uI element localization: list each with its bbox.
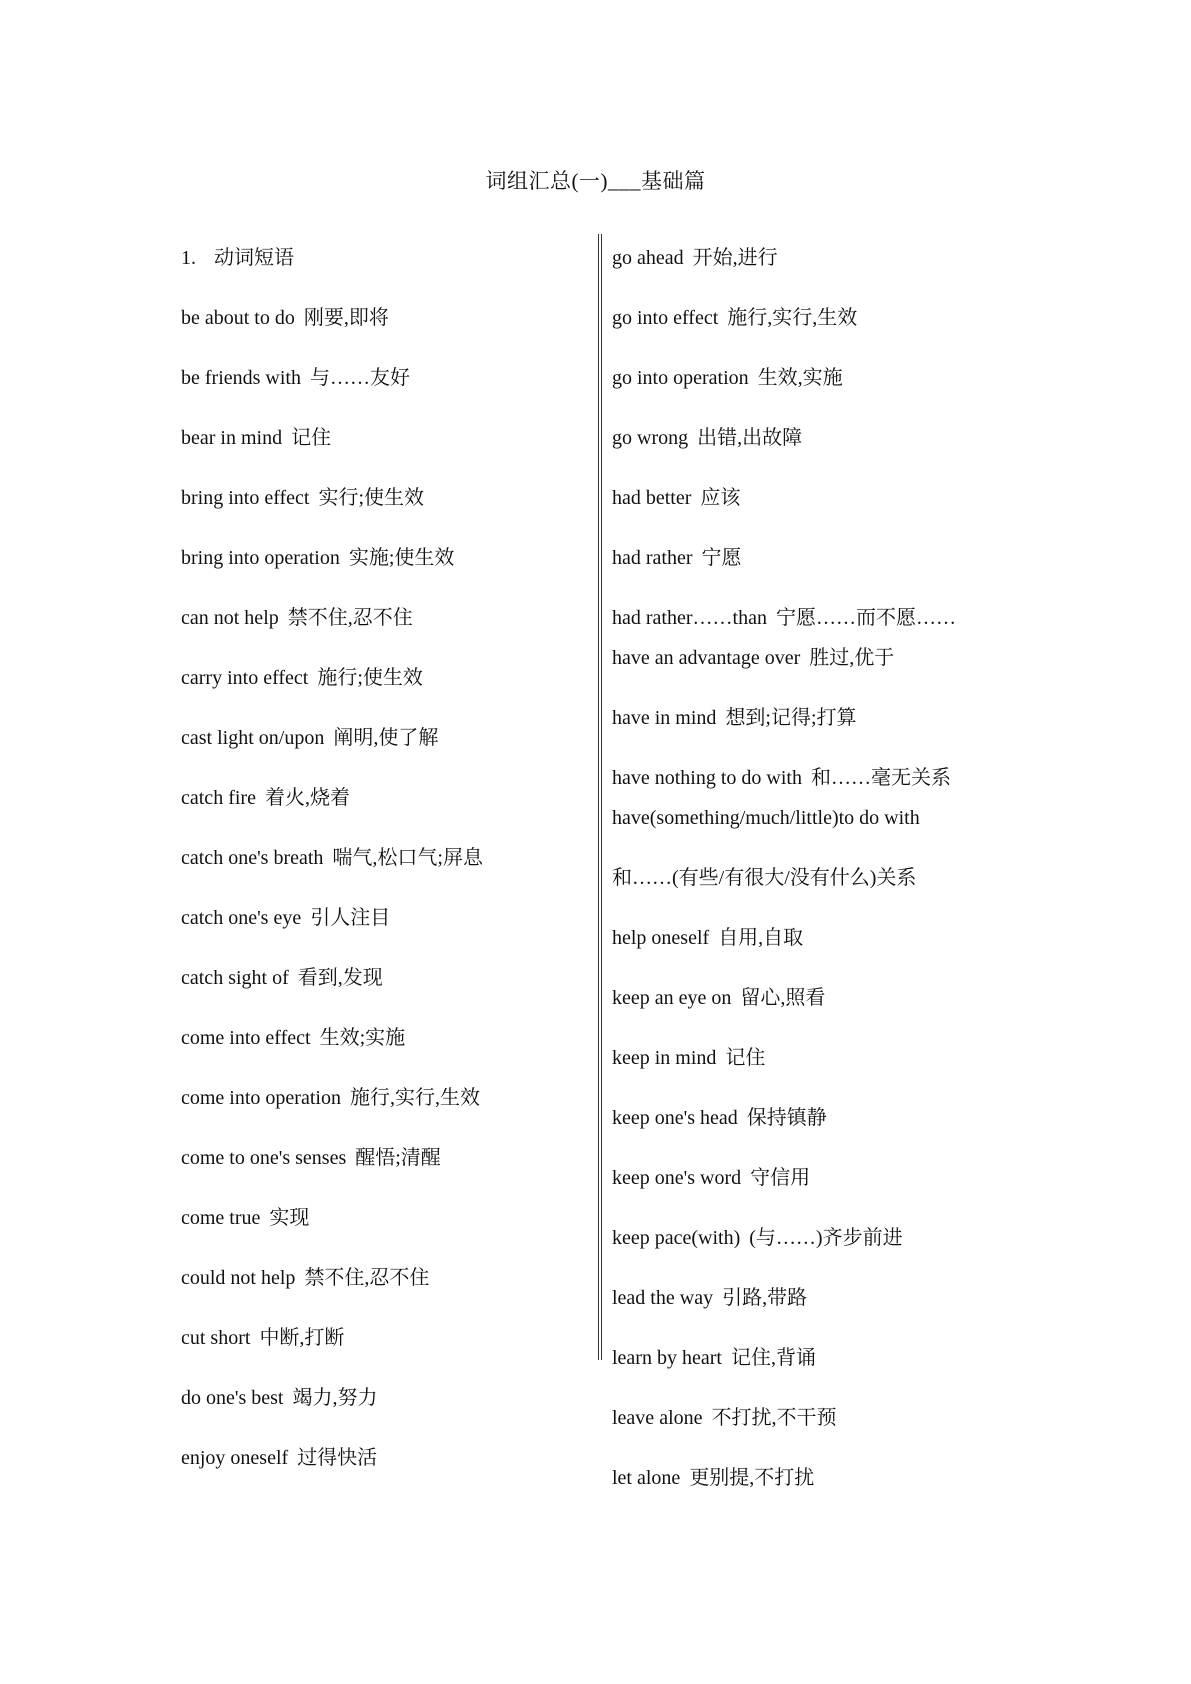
phrase-chinese: 记住: [291, 427, 332, 449]
phrase-english: have in mind: [612, 707, 717, 729]
phrase-entry: [181, 966, 383, 990]
phrase-english: had rather……than: [612, 607, 767, 629]
phrase-english: cast light on/upon: [181, 727, 325, 749]
phrase-chinese: 实行;使生效: [318, 487, 425, 509]
phrase-chinese: 自用,自取: [718, 927, 804, 949]
phrase-english: help oneself: [612, 927, 710, 949]
page-title: 词组汇总(一)___基础篇: [485, 169, 706, 193]
section-heading-verb-phrases: [181, 246, 294, 270]
phrase-entry: [181, 906, 390, 930]
phrase-chinese: 醒悟;清醒: [355, 1147, 441, 1169]
phrase-english: do one's best: [181, 1387, 284, 1409]
phrase-english: catch fire: [181, 787, 256, 809]
phrase-entry: [612, 806, 929, 830]
phrase-entry: [181, 726, 438, 750]
phrase-entry: [181, 486, 424, 510]
phrase-english: go wrong: [612, 427, 689, 449]
phrase-chinese: 实施;使生效: [348, 547, 455, 569]
phrase-english: had better: [612, 487, 692, 509]
phrase-entry: [612, 1166, 810, 1190]
phrase-english: lead the way: [612, 1287, 714, 1309]
phrase-english: come to one's senses: [181, 1147, 347, 1169]
phrase-chinese: 施行;使生效: [317, 667, 423, 689]
phrase-entry: [612, 546, 742, 570]
phrase-entry: [181, 666, 423, 690]
phrase-entry: [181, 426, 331, 450]
phrase-english: bring into effect: [181, 487, 310, 509]
phrase-chinese: 守信用: [750, 1167, 811, 1189]
phrase-chinese: (与……)齐步前进: [749, 1227, 903, 1249]
phrase-entry: [612, 426, 802, 450]
phrase-entry: [181, 366, 410, 390]
phrase-english: keep an eye on: [612, 987, 732, 1009]
section-heading-label: 动词短语: [214, 247, 294, 269]
phrase-chinese: 胜过,优于: [809, 647, 895, 669]
phrase-entry: [612, 1046, 765, 1070]
phrase-entry: [181, 1446, 377, 1470]
phrase-english: have an advantage over: [612, 647, 801, 669]
phrase-english: cut short: [181, 1327, 251, 1349]
phrase-entry: [612, 1466, 814, 1490]
phrase-chinese: 和……毫无关系: [810, 767, 951, 789]
phrase-entry: [612, 1406, 837, 1430]
phrase-chinese: 开始,进行: [692, 247, 778, 269]
phrase-chinese: 施行,实行,生效: [727, 307, 858, 329]
phrase-entry: [612, 766, 951, 790]
phrase-chinese: 记住,背诵: [730, 1347, 816, 1369]
phrase-entry: [612, 1346, 816, 1370]
phrase-chinese: 更别提,不打扰: [689, 1467, 815, 1489]
phrase-entry: [612, 486, 740, 510]
phrase-chinese: 竭力,努力: [292, 1387, 378, 1409]
phrase-chinese: 刚要,即将: [303, 307, 389, 329]
phrase-entry: [612, 646, 894, 670]
phrase-entry: [612, 1106, 827, 1130]
phrase-chinese: 记住: [725, 1047, 766, 1069]
phrase-entry: [612, 246, 778, 270]
phrase-chinese: 保持镇静: [746, 1107, 827, 1129]
phrase-entry: [181, 1026, 405, 1050]
phrase-english: carry into effect: [181, 667, 309, 689]
phrase-chinese: 过得快活: [297, 1447, 378, 1469]
phrase-entry: [612, 606, 956, 630]
phrase-chinese: 喘气,松口气;屏息: [332, 847, 483, 869]
phrase-chinese: 宁愿: [701, 547, 742, 569]
phrase-entry: [181, 1326, 344, 1350]
phrase-chinese: 生效;实施: [319, 1027, 406, 1049]
phrase-english: catch sight of: [181, 967, 289, 989]
phrase-chinese: 禁不住,忍不住: [304, 1267, 430, 1289]
phrase-english: can not help: [181, 607, 279, 629]
phrase-english: catch one's breath: [181, 847, 324, 869]
phrase-entry: [181, 786, 350, 810]
phrase-chinese: 想到;记得;打算: [725, 707, 857, 729]
section-number: 1.: [181, 247, 196, 269]
phrase-english: enjoy oneself: [181, 1447, 289, 1469]
phrase-chinese: 和……(有些/有很大/没有什么)关系: [612, 867, 917, 889]
phrase-chinese: 应该: [700, 487, 741, 509]
phrase-english: bear in mind: [181, 427, 283, 449]
phrase-chinese: 宁愿……而不愿……: [775, 607, 956, 629]
phrase-chinese: 禁不住,忍不住: [287, 607, 413, 629]
phrase-chinese: 生效,实施: [757, 367, 843, 389]
phrase-chinese: 着火,烧着: [264, 787, 350, 809]
phrase-entry: [181, 1266, 429, 1290]
phrase-chinese: 引人注目: [310, 907, 391, 929]
phrase-chinese: 引路,带路: [722, 1287, 808, 1309]
phrase-english: keep in mind: [612, 1047, 717, 1069]
phrase-entry: [612, 986, 825, 1010]
phrase-english: learn by heart: [612, 1347, 722, 1369]
phrase-chinese: 不打扰,不干预: [711, 1407, 837, 1429]
phrase-chinese: 留心,照看: [740, 987, 826, 1009]
phrase-english: come true: [181, 1207, 261, 1229]
phrase-entry: [612, 366, 843, 390]
phrase-entry: [612, 1226, 903, 1250]
phrase-english: leave alone: [612, 1407, 703, 1429]
phrase-english: keep pace(with): [612, 1227, 741, 1249]
phrase-english: let alone: [612, 1467, 681, 1489]
phrase-entry: [181, 606, 413, 630]
phrase-entry: [181, 1086, 480, 1110]
phrase-english: had rather: [612, 547, 693, 569]
phrase-chinese: 阐明,使了解: [333, 727, 439, 749]
phrase-entry: [612, 926, 803, 950]
phrase-chinese: 施行,实行,生效: [349, 1087, 480, 1109]
column-divider: [598, 234, 602, 1360]
phrase-chinese: 看到,发现: [297, 967, 383, 989]
phrase-english: come into operation: [181, 1087, 341, 1109]
phrase-entry: [181, 846, 483, 870]
phrase-english: have nothing to do with: [612, 767, 802, 789]
phrase-entry: [181, 1206, 309, 1230]
phrase-english: be friends with: [181, 367, 301, 389]
phrase-english: bring into operation: [181, 547, 340, 569]
phrase-english: catch one's eye: [181, 907, 302, 929]
phrase-chinese: 与……友好: [309, 367, 410, 389]
phrase-english: come into effect: [181, 1027, 311, 1049]
phrase-english: be about to do: [181, 307, 295, 329]
phrase-entry-continuation: [612, 866, 916, 890]
phrase-english: go ahead: [612, 247, 684, 269]
phrase-english: keep one's word: [612, 1167, 742, 1189]
phrase-english: keep one's head: [612, 1107, 738, 1129]
phrase-entry: [612, 1286, 807, 1310]
phrase-entry: [612, 706, 857, 730]
phrase-chinese: 实现: [269, 1207, 310, 1229]
phrase-english: have(something/much/little)to do with: [612, 807, 920, 829]
phrase-entry: [181, 1146, 441, 1170]
phrase-entry: [612, 306, 857, 330]
phrase-english: go into operation: [612, 367, 749, 389]
phrase-chinese: 中断,打断: [259, 1327, 345, 1349]
phrase-english: go into effect: [612, 307, 719, 329]
phrase-english: could not help: [181, 1267, 296, 1289]
phrase-entry: [181, 306, 389, 330]
phrase-entry: [181, 546, 454, 570]
phrase-chinese: 出错,出故障: [697, 427, 803, 449]
phrase-entry: [181, 1386, 377, 1410]
